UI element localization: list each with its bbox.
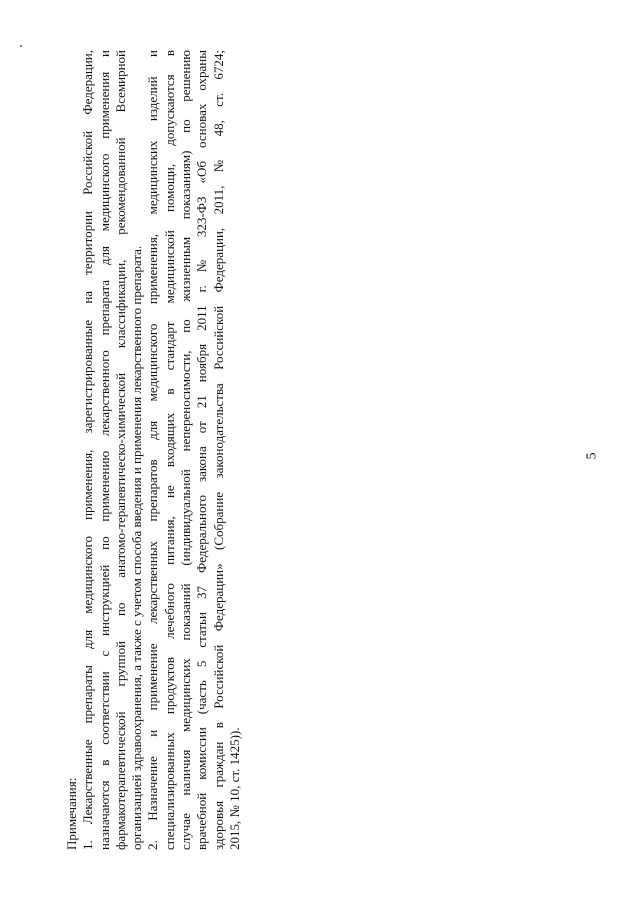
note-1-line: организацией здравоохранения, а также с учетом способа введения и применения лекарственного препарата. [129,245,145,850]
note-1-line: фармакотерапевтической группой по анатомо-терапевтическо-химической классификации, рекомендованной Всемирной [112,50,128,850]
note-2-line: специализированных продуктов лечебного питания, не входящих в стандарт медицинской помощи, допускаются в [161,50,177,850]
note-2-line: врачебной комиссии (часть 5 статьи 37 Федерального закона от 21 ноября 2011 г. № 323-ФЗ «Об основах охраны [194,50,210,850]
notes-block [64,50,243,850]
scan-artifact [20,45,22,47]
note-1-line: 1. Лекарственные препараты для медицинского применения, зарегистрированные на территории Российской Федерации, [80,50,96,850]
note-2-line: случае наличия медицинских показаний (индивидуальной непереносимости, по жизненным показаниям) по решению [178,50,194,850]
note-1 [80,50,145,850]
note-2-line: 2015, № 10, ст. 1425)). [226,727,242,850]
notes-heading: Примечания: [64,777,79,850]
note-2-line: 2. Назначение и применение лекарственных препаратов для медицинского применения, медицинских изделий и [145,50,161,850]
note-2-line: здоровья граждан в Российской Федерации» (Собрание законодательства Российской Федерации, 2011, № 48, ст. 6724; [210,50,226,850]
note-2 [145,50,243,850]
page-number: 5 [584,452,600,460]
note-1-line: назначаются в соответствии с инструкцией по применению лекарственного препарата для медицинского применения и [96,50,112,850]
